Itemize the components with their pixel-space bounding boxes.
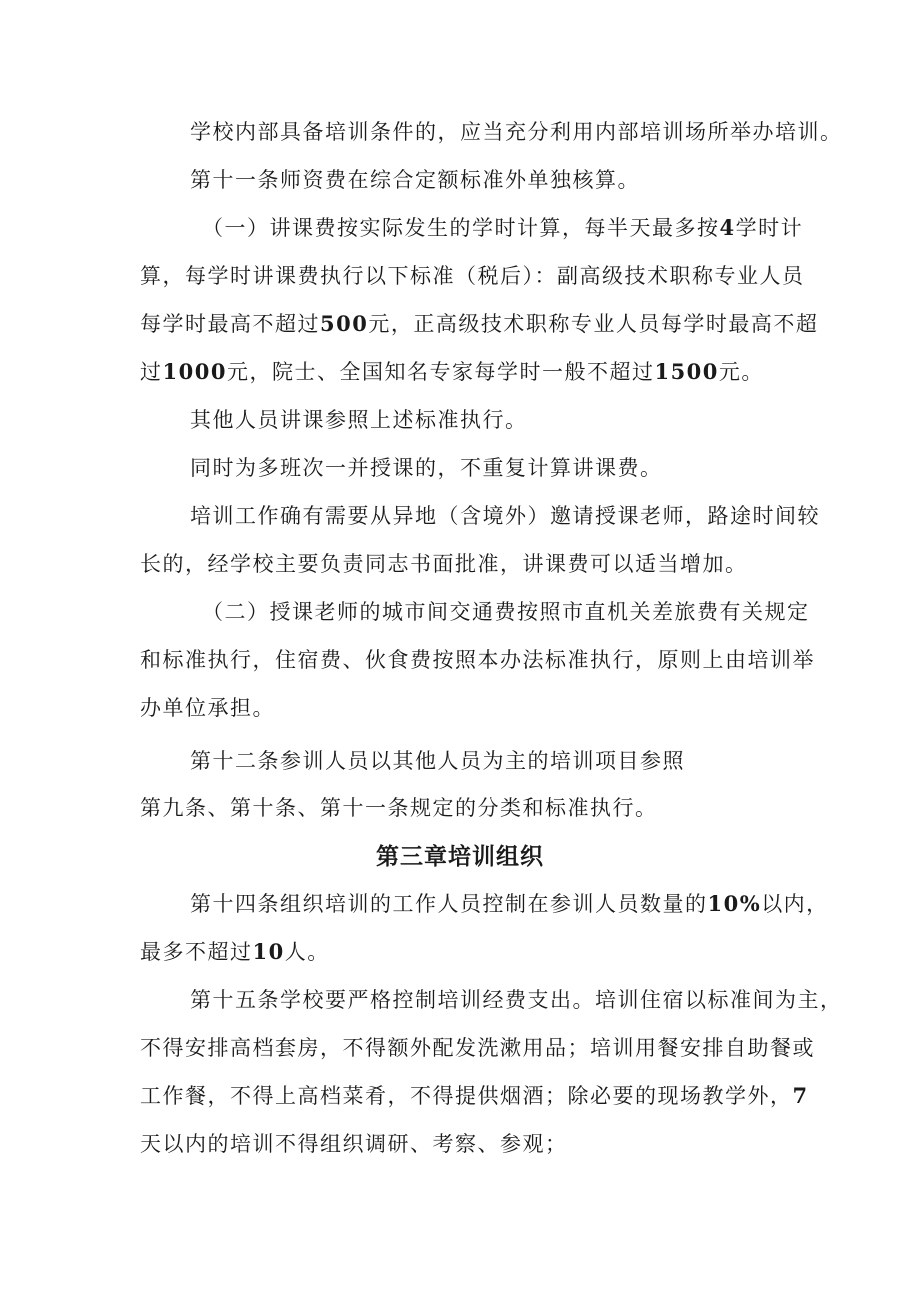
paragraph-line: 和标准执行，住宿费、伙食费按照本办法标准执行，原则上由培训举	[140, 648, 815, 672]
paragraph-line: 长的，经学校主要负责同志书面批准，讲课费可以适当增加。	[140, 552, 748, 576]
paragraph-line: （一）讲课费按实际发生的学时计算，每半天最多按4学时计	[202, 215, 804, 240]
paragraph-line: 第十五条学校要严格控制培训经费支出。培训住宿以标准间为主，	[190, 988, 843, 1012]
paragraph-line: 培训工作确有需要从异地（含境外）邀请授课老师，路途时间较	[190, 504, 820, 528]
paragraph-line: 每学时最高不超过500元，正高级技术职称专业人员每学时最高不超	[140, 311, 819, 336]
paragraph-line: 工作餐，不得上高档菜肴，不得提供烟酒；除必要的现场教学外，7	[140, 1083, 809, 1108]
chapter-heading: 第三章培训组织	[376, 844, 544, 870]
paragraph-line: （二）授课老师的城市间交通费按照市直机关差旅费有关规定	[202, 600, 810, 624]
paragraph-line: 最多不超过10人。	[140, 939, 330, 964]
paragraph-line: 第九条、第十条、第十一条规定的分类和标准执行。	[140, 796, 658, 820]
paragraph-line: 第十二条参训人员以其他人员为主的培训项目参照	[190, 749, 685, 773]
paragraph-line: 其他人员讲课参照上述标准执行。	[190, 408, 528, 432]
paragraph-line: 不得安排高档套房，不得额外配发洗漱用品；培训用餐安排自助餐或	[140, 1036, 815, 1060]
paragraph-line: 第十一条师资费在综合定额标准外单独核算。	[190, 168, 640, 192]
paragraph-line: 过1000元，院士、全国知名专家每学时一般不超过1500元。	[140, 359, 764, 384]
paragraph-line: 算，每学时讲课费执行以下标准（税后）：副高级技术职称专业人员	[140, 264, 805, 288]
paragraph-line: 学校内部具备培训条件的，应当充分利用内部培训场所举办培训。	[190, 120, 843, 144]
paragraph-line: 同时为多班次一并授课的，不重复计算讲课费。	[190, 456, 663, 480]
paragraph-line: 天以内的培训不得组织调研、考察、参观；	[140, 1132, 568, 1156]
paragraph-line: 办单位承担。	[140, 696, 275, 720]
paragraph-line: 第十四条组织培训的工作人员控制在参训人员数量的10%以内，	[190, 891, 829, 916]
